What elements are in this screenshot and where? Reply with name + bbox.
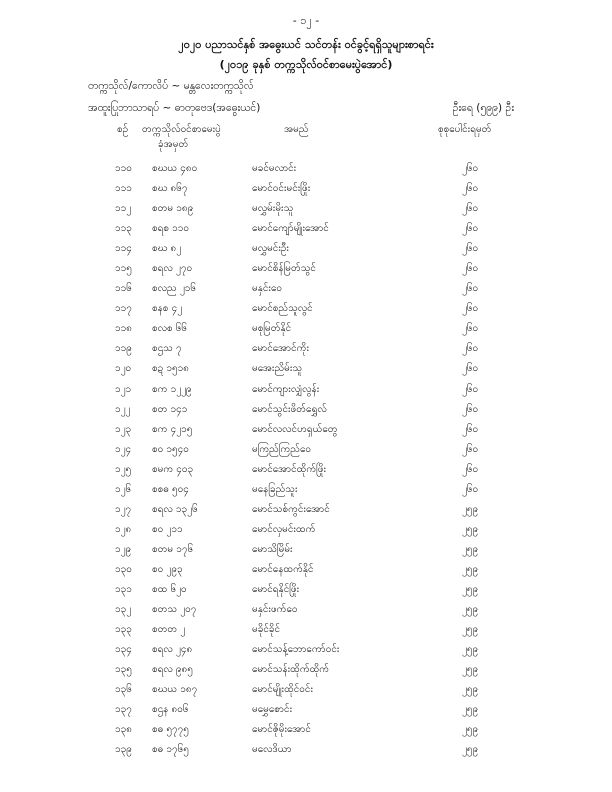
row-number: ၁၁၄: [115, 243, 132, 255]
row-number: ၁၁၅: [115, 263, 132, 275]
total-score: ၂၅၉: [462, 583, 479, 595]
row-number: ၁၂၂: [115, 403, 131, 415]
seat-number: စက ၁၂၂၉: [152, 383, 192, 395]
seat-number: စဃ ၈၆၇: [152, 183, 188, 195]
total-score: ၂၆၀: [462, 283, 479, 295]
student-name: မောင်အောင်ကိုး: [252, 343, 310, 355]
student-name: မလွှမင်းဦး: [252, 243, 289, 255]
row-number: ၁၃၃: [115, 624, 132, 636]
seat-number: စက ၄၂၁၅: [152, 423, 193, 435]
student-name: မောင်နေထက်နိုင်: [252, 563, 314, 575]
student-name: မောသိမြိမ်း: [252, 543, 293, 555]
student-name: မလွှမ်းမိုးသူ: [252, 203, 294, 215]
results-table: [0, 158, 612, 759]
seat-number: စလစ ၆၆: [152, 323, 188, 335]
seat-number: စဃယ ၁၈၇: [152, 684, 198, 696]
total-score: ၂၆၀: [462, 303, 479, 315]
total-score: ၂၆၀: [462, 383, 479, 395]
table-row: [0, 639, 612, 659]
row-number: ၁၂၁: [115, 383, 132, 395]
student-name: မစုမြတ်နိုင်: [252, 323, 292, 335]
student-name: မောင်ရနိုင်ဖြိုး: [252, 583, 300, 595]
seat-number: စတသ ၂၀၇: [152, 604, 197, 616]
seat-number: စလည ၂၁၆: [152, 283, 197, 295]
total-score: ၂၅၉: [462, 724, 479, 736]
column-header-score: စုစုပေါင်းရမှတ်: [438, 124, 492, 135]
row-number: ၁၂၀: [115, 363, 132, 375]
student-name: မမွှေစောင်း: [252, 704, 293, 716]
total-score: ၂၅၉: [462, 744, 479, 756]
total-score: ၂၅၉: [462, 523, 479, 535]
document-subtitle: (၂၀၁၉ ခုနှစ် တက္ကသိုလ်ဝင်စာမေးပွဲအောင်): [219, 58, 393, 71]
total-score: ၂၆၀: [462, 263, 479, 275]
seat-number: စရလ ၂၇၀: [152, 263, 193, 275]
table-row: [0, 258, 612, 278]
row-number: ၁၃၂: [115, 604, 132, 616]
row-number: ၁၁၂: [115, 203, 132, 215]
student-name: မနှင်းဝေ: [252, 283, 283, 295]
row-number: ၁၂၉: [115, 543, 132, 555]
student-name: မောင်လလင်ဟရှယ်တွေ: [252, 423, 338, 435]
student-name: မလေဒိယာ: [252, 744, 292, 756]
table-row: [0, 539, 612, 559]
table-row: [0, 399, 612, 419]
table-row: [0, 318, 612, 338]
page-number: - ၁၂ -: [292, 14, 320, 27]
row-number: ၁၃၉: [115, 744, 132, 756]
student-name: မောင်ကျော်မျိုးအောင်: [252, 223, 329, 235]
total-score: ၂၅၉: [462, 684, 479, 696]
total-count: ဦးရေ (၅၉၉) ဦး: [452, 102, 514, 114]
seat-number: စဝ ၂၁၁: [152, 523, 183, 535]
row-number: ၁၃၆: [115, 684, 132, 696]
table-row: [0, 719, 612, 739]
student-name: မောင်သွင်းဖိတ်ရွှေလ်: [252, 403, 327, 415]
seat-number: စတတ ၂: [152, 624, 186, 636]
total-score: ၂၆၀: [462, 183, 479, 195]
table-row: [0, 479, 612, 499]
row-number: ၁၂၈: [115, 523, 132, 535]
student-name: မောင်လှမင်းထက်: [252, 523, 316, 535]
row-number: ၁၁၈: [115, 323, 132, 335]
student-name: မနေခြည်သူး: [252, 483, 298, 495]
total-score: ၂၆၀: [462, 403, 479, 415]
student-name: မခိုင်ခိုင်: [252, 624, 281, 636]
table-row: [0, 439, 612, 459]
total-score: ၂၅၉: [462, 604, 479, 616]
row-number: ၁၂၆: [115, 483, 132, 495]
row-number: ၁၃၅: [115, 664, 132, 676]
seat-number: စတမ ၁၈၉: [152, 203, 194, 215]
table-row: [0, 559, 612, 579]
student-name: မောင်စိန်မြတ်သွင်: [252, 263, 316, 275]
seat-number: စဝ ၂၉၃: [152, 563, 183, 575]
table-row: [0, 699, 612, 719]
table-row: [0, 178, 612, 198]
row-number: ၁၂၅: [115, 463, 132, 475]
seat-number: စထ ၆၂၀: [152, 583, 187, 595]
seat-number: စဝ ၁၅၄၀: [152, 443, 189, 455]
table-row: [0, 739, 612, 759]
table-row: [0, 379, 612, 399]
table-row: [0, 298, 612, 318]
row-number: ၁၁၀: [115, 163, 132, 174]
seat-number: စတ ၁၄၁: [152, 403, 188, 415]
total-score: ၂၅၉: [462, 503, 479, 515]
student-name: မအေးညိမ်းသူ: [252, 363, 303, 375]
row-number: ၁၁၆: [115, 283, 132, 295]
total-score: ၂၅၉: [462, 664, 479, 676]
table-row: [0, 619, 612, 639]
row-number: ၁၂၃: [115, 423, 132, 435]
row-number: ၁၂၄: [115, 443, 132, 455]
student-name: မောင်သစ်ကွင်းအောင်: [252, 503, 330, 515]
total-score: ၂၆၀: [462, 323, 479, 335]
student-name: မောင်သန်းထိုက်ထိုက်: [252, 664, 330, 676]
student-name: မနှင်းဖက်ဝေ: [252, 604, 298, 616]
column-header-name: အမည်: [284, 124, 309, 135]
table-row: [0, 218, 612, 238]
document-title: ၂၀၂၀ ပညာသင်နှစ် အဓွေးယင် သင်တန်း ဝင်ခွင့်ရရှိသူများစာရင်း: [178, 38, 434, 51]
seat-number: စဌသ ၇: [152, 343, 182, 355]
column-header-no: စဉ်: [117, 124, 129, 135]
total-score: ၂၆၀: [462, 203, 479, 215]
seat-number: စဍ ၁၅၁၈: [152, 363, 189, 375]
total-score: ၂၆၀: [462, 223, 479, 235]
total-score: ၂၅၉: [462, 704, 479, 716]
table-row: [0, 338, 612, 358]
seat-number: စဓ ၁၇၆၅: [152, 744, 189, 756]
row-number: ၁၁၉: [115, 343, 132, 355]
total-score: ၂၆၀: [462, 463, 479, 475]
total-score: ၂၅၉: [462, 563, 479, 575]
total-score: ၂၆၀: [462, 443, 479, 455]
total-score: ၂၆၀: [462, 423, 479, 435]
student-name: မောင်ဇိုမိုးအောင်: [252, 724, 311, 736]
table-row: [0, 278, 612, 298]
seat-number: စဃ ၈၂: [152, 243, 182, 255]
table-row: [0, 579, 612, 599]
seat-number: စစဓ ၅၀၄: [152, 483, 189, 495]
row-number: ၁၃၁: [115, 583, 132, 595]
seat-number: စမက ၄၀၃: [152, 463, 194, 475]
total-score: ၂၅၉: [462, 543, 479, 555]
student-name: မောင်သန့်ဘောကော်ဝင်း: [252, 644, 340, 656]
table-row: [0, 238, 612, 258]
row-number: ၁၃၄: [115, 644, 132, 656]
seat-number: စတမ ၁၇၆: [152, 543, 194, 555]
row-number: ၁၂၇: [115, 503, 132, 515]
row-number: ၁၁၃: [115, 223, 132, 235]
total-score: ၂၅၉: [462, 624, 479, 636]
seat-number: စရလ ၉၈၅: [152, 664, 193, 676]
student-name: မောင်အောင်ထိုက်ဖြိုး: [252, 463, 327, 475]
seat-number: စဃယ ၄၈၀: [152, 163, 198, 174]
table-row: [0, 679, 612, 699]
table-row: [0, 519, 612, 539]
seat-number: စဓ ၅၇၇၅: [152, 724, 189, 736]
student-name: မောင်ကျားလျှံလွန်း: [252, 383, 320, 395]
table-row: [0, 158, 612, 178]
student-name: မောင်မျိုးထိုင်ဝင်း: [252, 684, 313, 696]
row-number: ၁၃၀: [115, 563, 132, 575]
table-row: [0, 599, 612, 619]
table-row: [0, 499, 612, 519]
student-name: မခင်မလာင်း: [252, 163, 297, 174]
row-number: ၁၃၇: [115, 704, 132, 716]
row-number: ၁၃၈: [115, 724, 132, 736]
total-score: ၂၆၀: [462, 163, 479, 174]
student-name: မကြည်ကြည်ဝေ: [252, 443, 312, 455]
total-score: ၂၆၀: [462, 343, 479, 355]
table-row: [0, 659, 612, 679]
seat-number: စရလ ၂၄၈: [152, 644, 193, 656]
seat-number: စရစ ၁၁၀: [152, 223, 190, 235]
total-score: ၂၆၀: [462, 243, 479, 255]
student-name: မောင်ဝင်းမင်းဖြိုး: [252, 183, 311, 195]
column-header-exam: တက္ကသိုလ်ဝင်စာမေးပွဲ: [142, 124, 221, 135]
table-row: [0, 358, 612, 378]
total-score: ၂၅၉: [462, 644, 479, 656]
subject-label: အထူးပြုဘာသာရပ် ~ ဓာတုဗေဒ(အဓွေးယင်): [88, 102, 261, 114]
total-score: ၂၆၀: [462, 363, 479, 375]
table-row: [0, 198, 612, 218]
row-number: ၁၁၇: [115, 303, 132, 315]
university-label: တက္ကသိုလ်/ကောလိပ် ~ မန္တလေးတက္ကသိုလ်: [88, 80, 254, 92]
seat-number: စနစ ၄၂: [152, 303, 183, 315]
table-row: [0, 459, 612, 479]
student-name: မောင်စည်သူလွင်: [252, 303, 313, 315]
seat-number: စရလ ၁၃၂၆: [152, 503, 198, 515]
table-row: [0, 419, 612, 439]
row-number: ၁၁၁: [115, 183, 132, 195]
column-header-seat: ခုံအမှတ်: [158, 139, 189, 150]
total-score: ၂၆၀: [462, 483, 479, 495]
seat-number: စဌန ၈၀၆: [152, 704, 189, 716]
